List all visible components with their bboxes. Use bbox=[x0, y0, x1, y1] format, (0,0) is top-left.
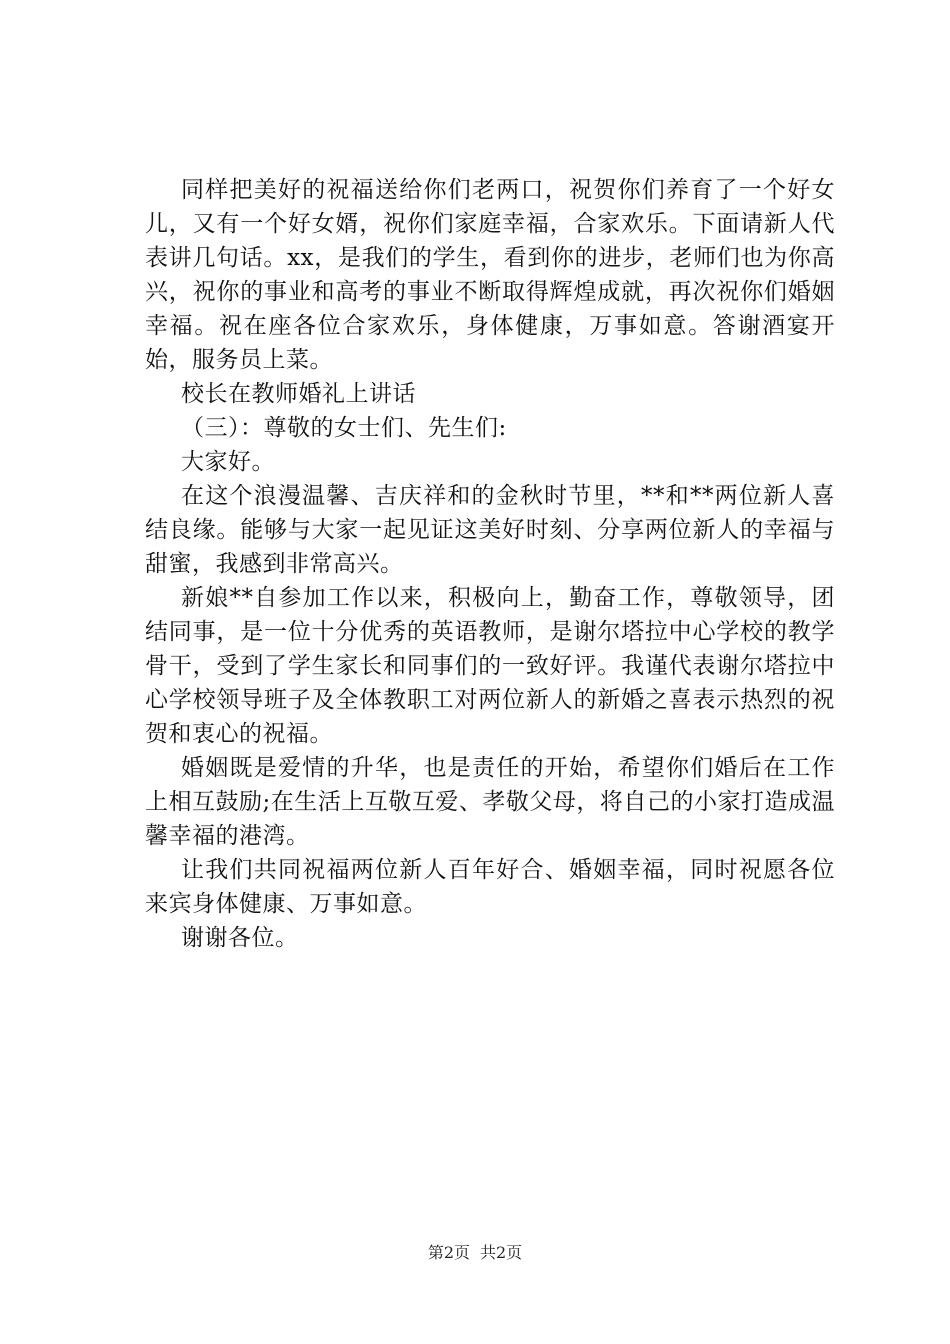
paragraph-salutation: （三）：尊敬的女士们、先生们: bbox=[181, 415, 507, 441]
paragraph-marriage-wishes: 婚姻既是爱情的升华，也是责任的开始，希望你们婚后在工作上相互鼓励;在生活上互敬互爱、孝敬父母，将自己的小家打造成温馨幸福的港湾。 bbox=[145, 755, 835, 849]
paragraph-speech-title: 校长在教师婚礼上讲话 bbox=[181, 381, 416, 407]
page-total: 共2页 bbox=[480, 1243, 523, 1262]
paragraph-closing-blessing: 让我们共同祝福两位新人百年好合、婚姻幸福，同时祝愿各位来宾身体健康、万事如意。 bbox=[145, 857, 835, 917]
paragraph-greeting: 大家好。 bbox=[181, 449, 275, 475]
page-number: 第2页 bbox=[427, 1243, 470, 1262]
paragraph-blessing-parents: 同样把美好的祝福送给你们老两口，祝贺你们养育了一个好女儿，又有一个好女婿，祝你们家庭幸福，合家欢乐。下面请新人代表讲几句话。xx，是我们的学生，看到你的进步，老师们也为你高兴，祝你的事业和高考的事业不断取得辉煌成就，再次祝你们婚姻幸福。祝在座各位合家欢乐，身体健康，万事如意。答谢酒宴开始，服务员上菜。 bbox=[145, 177, 835, 373]
page-footer bbox=[0, 1243, 950, 1263]
paragraph-occasion: 在这个浪漫温馨、吉庆祥和的金秋时节里，**和**两位新人喜结良缘。能够与大家一起见证这美好时刻、分享两位新人的幸福与甜蜜，我感到非常高兴。 bbox=[145, 483, 835, 577]
document-body bbox=[145, 173, 835, 955]
paragraph-bride-praise: 新娘**自参加工作以来，积极向上，勤奋工作，尊敬领导，团结同事，是一位十分优秀的英语教师，是谢尔塔拉中心学校的教学骨干，受到了学生家长和同事们的一致好评。我谨代表谢尔塔拉中心学校领导班子及全体教职工对两位新人的新婚之喜表示热烈的祝贺和衷心的祝福。 bbox=[145, 585, 835, 747]
paragraph-thanks: 谢谢各位。 bbox=[181, 925, 299, 951]
